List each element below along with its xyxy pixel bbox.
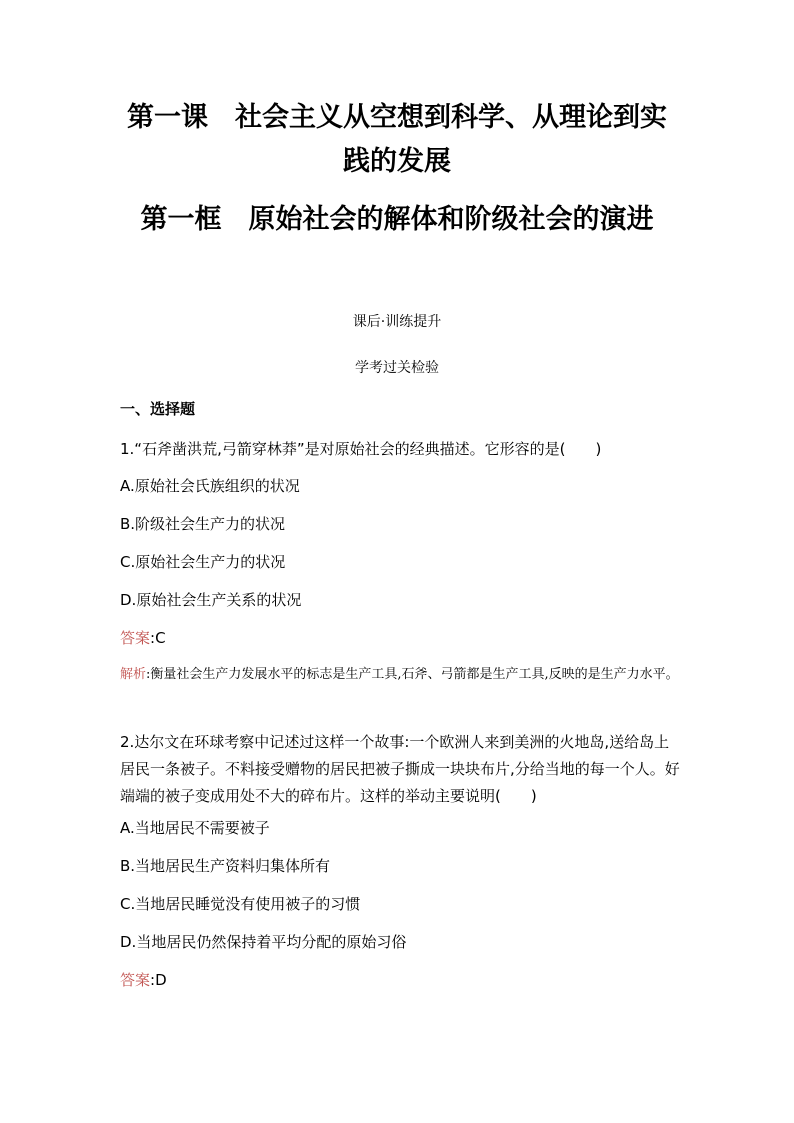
section-heading: 学考过关检验 [355,360,439,376]
answer-value: :D [150,971,167,989]
answer-line [120,629,680,648]
lesson-title: 第一课 社会主义从空想到科学、从理论到实践的发展 [127,102,667,177]
answer-value: :C [150,629,166,647]
option-b: B.当地居民生产资料归集体所有 [120,857,331,875]
answer-label: 答案 [120,629,151,647]
subtitle: 课后·训练提升 [352,314,442,330]
option-d: D.当地居民仍然保持着平均分配的原始习俗 [120,933,407,951]
option-c: C.原始社会生产力的状况 [120,553,286,571]
part-heading: 一、选择题 [120,400,196,418]
frame-title: 第一框 原始社会的解体和阶级社会的演进 [140,204,654,235]
explanation-label: 解析 [120,667,147,682]
answer-label: 答案 [120,971,151,989]
answer-line [120,971,680,990]
question-stem: 1.“石斧凿洪荒,弓箭穿林莽”是对原始社会的经典描述。它形容的是( ) [120,440,602,458]
explanation [120,662,680,687]
option-a: A.当地居民不需要被子 [120,819,270,837]
option-d: D.原始社会生产关系的状况 [120,591,302,609]
option-c: C.当地居民睡觉没有使用被子的习惯 [120,895,361,913]
option-b: B.阶级社会生产力的状况 [120,515,286,533]
option-a: A.原始社会氏族组织的状况 [120,477,300,495]
question-stem: 2.达尔文在环球考察中记述过这样一个故事:一个欧洲人来到美洲的火地岛,送给岛上居民一条被子。不料接受赠物的居民把被子撕成一块块布片,分给当地的每一个人。好端端的被子变成用处不大的碎布片。这样的举动主要说明( ) [120,733,680,805]
explanation-text: :衡量社会生产力发展水平的标志是生产工具,石斧、弓箭都是生产工具,反映的是生产力水平。 [146,667,679,682]
